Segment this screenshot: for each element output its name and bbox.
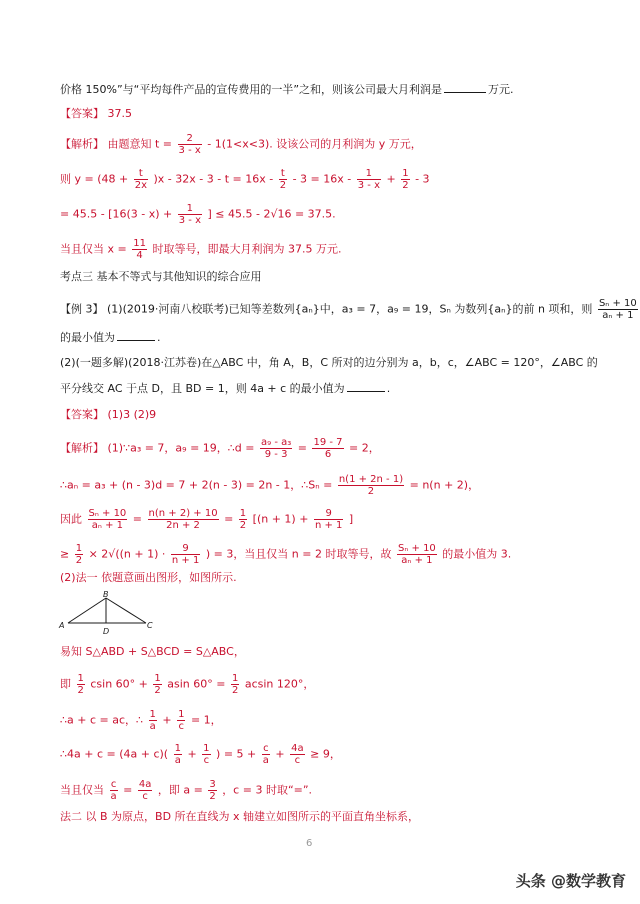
denominator: 3 - x [178,145,201,156]
text: 【解析】 由题意知 t = [60,137,173,151]
fraction [314,508,343,531]
denominator: n + 1 [314,520,343,531]
denominator: 9 - 3 [264,449,288,460]
denominator: c [203,755,210,766]
numerator: 2 [178,133,202,145]
text: - 3 [415,172,430,186]
numerator: Sₙ + 10 [398,543,436,554]
fraction [75,543,83,566]
denominator: 2 [239,520,247,531]
numerator: 1 [154,673,161,684]
watermark: 头条 @数学教育 [515,872,626,890]
text: × 2√((n + 1) · [88,547,166,561]
answer-line: 【答案】 (1)3 (2)9 [60,408,157,421]
vertex-label-b: B [103,590,109,599]
text: = 2， [349,441,380,455]
text: ∴aₙ = a₃ + (n - 3)d = 7 + 2(n - 3) = 2n - 1，∴Sₙ = [60,478,333,492]
answer-blank [444,82,486,93]
triangle-figure [58,590,168,640]
fraction [149,709,157,732]
denominator: c [142,791,148,802]
text: 万元. [488,83,514,96]
fraction [208,779,216,802]
fraction [134,168,148,191]
denominator: a [110,791,117,802]
method-line: 法二 以 B 为原点，BD 所在直线为 x 轴建立如图所示的平面直角坐标系， [60,810,420,823]
text: ≥ [60,547,70,561]
text: = [297,441,307,455]
fraction [171,543,200,566]
text: ) = 3，当且仅当 n = 2 时取等号，故 [205,547,392,561]
numerator: 1 [357,168,381,180]
text: )x - 32x - 3 - t = 16x - [153,172,274,186]
fraction [174,743,182,766]
denominator: a [262,755,269,766]
numerator: n(1 + 2n - 1) [338,474,404,485]
vertex-label-a: A [59,621,65,630]
side-bc [106,598,146,623]
answer-blank [117,330,155,341]
text: ，即 a = [157,783,203,797]
text: acsin 120°， [244,677,315,691]
numerator: 19 - 7 [313,437,343,448]
text: csin 60° + [90,677,148,691]
problem-line: (2)(一题多解)(2018·江苏卷)在△ABC 中，角 A，B，C 所对的边分别为 a，b，c，∠ABC = 120°，∠ABC 的 [60,356,598,369]
equation-line [60,673,314,696]
denominator: 2 [231,685,239,696]
denominator: aₙ + 1 [602,310,634,321]
denominator: aₙ + 1 [401,555,433,566]
fraction [178,133,202,156]
fraction [177,709,185,732]
equation-line [60,238,341,261]
text: ) = 5 + [216,747,257,761]
text: + [187,747,197,761]
equation-line [60,508,353,531]
numerator: t [134,168,148,180]
text: = n(n + 2)， [409,478,480,492]
denominator: n + 1 [171,555,200,566]
equation-line [60,743,341,766]
denominator: aₙ + 1 [91,520,123,531]
denominator: a [174,755,181,766]
fraction [202,743,210,766]
problem-line [60,381,390,396]
numerator: 1 [402,168,409,179]
text: 当且仅当 [60,783,104,797]
numerator: c [110,779,117,790]
denominator: 2 [154,685,161,696]
fraction [148,508,219,531]
numerator: 9 [171,543,200,555]
page-number: 6 [306,838,313,849]
fraction [153,673,161,696]
fraction [132,238,147,261]
denominator: 3 - x [178,215,201,226]
denominator: c [294,755,301,766]
text: 因此 [60,512,82,526]
point-label-d: D [103,627,110,636]
denominator: 6 [324,449,332,460]
text: = [123,783,133,797]
text: + [275,747,285,761]
numerator: Sₙ + 10 [598,298,637,309]
numerator: 1 [231,673,239,684]
denominator: 2n + 2 [166,520,200,531]
method-line: (2)法一 依题意画出图形，如图所示. [60,571,237,584]
denominator: 2 [279,180,287,191]
text: 当且仅当 x = [60,242,127,256]
text: = 1， [190,713,222,727]
equation-line [60,779,312,802]
fraction [178,203,202,226]
fraction [239,508,247,531]
text: ，c = 3 时取“=”. [222,783,313,797]
text: ] ≤ 45.5 - 2√16 = 37.5. [207,207,336,221]
text: . [157,331,161,344]
denominator: 2 [77,685,84,696]
text: ∴a + c = ac，∴ [60,713,143,727]
text: 【例 3】 (1)(2019·河南八校联考)已知等差数列{aₙ}中，a₃ = 7，a₉ = 19，Sₙ 为数列{aₙ}的前 n 项和，则 [60,302,593,316]
section-heading: 考点三 基本不等式与其他知识的综合应用 [60,270,262,283]
text-line [60,82,514,97]
equation-line [60,543,511,566]
equation-line [60,203,336,226]
equation-line [60,474,479,497]
numerator: 3 [209,779,216,790]
numerator: 4a [138,779,152,790]
equation-line [60,168,430,191]
text: - 3 = 16x - [292,172,352,186]
fraction [290,743,305,766]
explanation-line [60,437,380,460]
numerator: 1 [178,203,202,215]
fraction [138,779,153,802]
text: + [162,713,172,727]
numerator: 1 [77,673,84,684]
text: ] [348,512,354,526]
fraction [110,779,118,802]
denominator: 2 [367,486,375,497]
text: 的最小值为 3. [442,547,512,561]
text: = [132,512,143,526]
text: [(n + 1) + [252,512,309,526]
numerator: c [263,743,269,754]
numerator: n(n + 2) + 10 [148,508,218,519]
numerator: 1 [239,508,247,519]
text: asin 60° = [167,677,226,691]
numerator: 4a [291,743,304,754]
fraction [231,673,239,696]
text: 平分线交 AC 于点 D，且 BD = 1，则 4a + c 的最小值为 [60,382,345,395]
denominator: 2 [75,555,83,566]
text: ∴4a + c = (4a + c)( [60,747,169,761]
text: ≥ 9， [310,747,341,761]
fraction [598,298,638,321]
text: = 45.5 - [16(3 - x) + [60,207,173,221]
text: 时取等号，即最大月利润为 37.5 万元. [152,242,342,256]
numerator: 1 [149,709,156,720]
text: 价格 150%”与“平均每件产品的宣传费用的一半”之和，则该公司最大月利润是 [60,83,443,96]
text: - 1(1<x<3). 设该公司的月利润为 y 万元， [207,137,422,151]
equation-line: 易知 S△ABD + S△BCD = S△ABC， [60,645,245,658]
denominator: c [178,721,185,732]
answer-line: 【答案】 37.5 [60,107,132,120]
fraction [357,168,381,191]
fraction [88,508,128,531]
numerator: 9 [314,508,343,520]
text: = [224,512,234,526]
numerator: 1 [178,709,185,720]
text: 的最小值为 [60,331,115,344]
numerator: t [279,168,287,180]
side-ab [68,598,106,623]
fraction [260,437,292,460]
fraction [312,437,343,460]
numerator: Sₙ + 10 [88,508,127,519]
numerator: a₉ - a₃ [261,437,292,448]
fraction [397,543,437,566]
explanation-line [60,133,422,156]
numerator: 11 [133,238,146,249]
example-line [60,298,640,321]
fraction [338,474,404,497]
fraction [262,743,270,766]
numerator: 1 [203,743,210,754]
denominator: 2x [134,180,147,191]
answer-blank [347,381,385,392]
denominator: a [149,721,156,732]
example-line [60,330,161,345]
text: 即 [60,677,71,691]
fraction [77,673,85,696]
text: . [386,382,391,395]
denominator: 2 [402,180,409,191]
text: 则 y = (48 + [60,172,129,186]
fraction [279,168,287,191]
numerator: 1 [174,743,181,754]
text: 【解析】 (1)∵a₃ = 7，a₉ = 19，∴d = [60,441,255,455]
equation-line [60,709,222,732]
denominator: 4 [136,250,143,261]
fraction [401,168,409,191]
denominator: 3 - x [357,180,380,191]
vertex-label-c: C [147,621,153,630]
denominator: 2 [209,791,216,802]
text: + [386,172,396,186]
numerator: 1 [75,543,83,554]
